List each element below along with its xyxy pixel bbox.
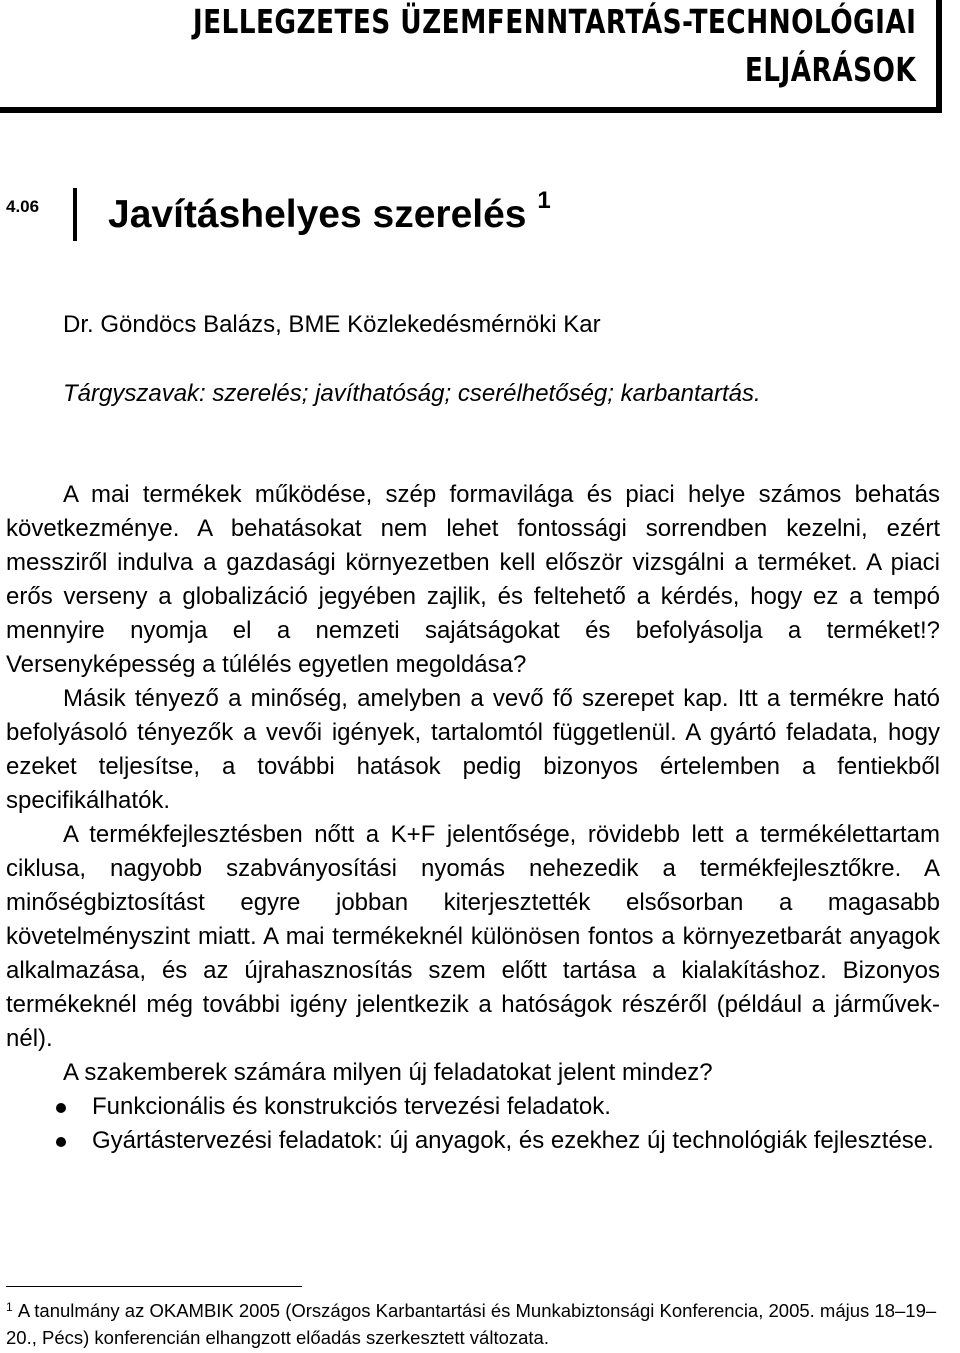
body-text xyxy=(6,478,940,1158)
list-item xyxy=(6,1124,940,1158)
header-title-line2: ELJÁRÁSOK xyxy=(744,50,916,89)
bullet-icon xyxy=(56,1103,66,1113)
author-line: Dr. Göndöcs Balázs, BME Közlekedésmérnöki Kar xyxy=(63,311,601,338)
footnote-text: A tanulmány az OKAMBIK 2005 (Országos Karbantartási és Munkabiztonsági Konferencia, 2005. május 18–19–20., Pécs) konferencián elhangzott előadás szerkesztett változata. xyxy=(6,1300,937,1348)
paragraph: Másik tényező a minőség, amelyben a vevő fő szerepet kap. Itt a termékre ható befolyásoló tényezők a vevői igények, tartalomtól függetlenül. A gyártó feladata, hogy ezeket teljesítse, a további hatások pedig bizonyos értelemben a fentiekből specifikálhatók. xyxy=(6,685,940,814)
paragraph: A mai termékek működése, szép formavilága és piaci helye számos behatás következménye. A behatásokat nem lehet fontossági sorrendben kezelni, ezért messziről indulva a gazdasági környezetben kell először vizsgálni a terméket. A piaci erős verseny a globalizáció jegyében zajlik, és feltehető a kérdés, hogy ez a tempó mennyire nyomja el a nemzeti sajátságokat és befolyásolja a terméket!? Versenyképesség a túlélés egyetlen megoldása? xyxy=(6,481,940,678)
list-item-text: Funkcionális és konstrukciós tervezési feladatok. xyxy=(92,1093,611,1120)
header-box xyxy=(0,0,942,113)
bullet-list xyxy=(6,1090,940,1158)
paragraph: A termékfejlesztésben nőtt a K+F jelentősége, rövidebb lett a termékélettartam ciklusa, nagyobb szabványosítási nyomás nehezedik a termékfejlesztőkre. A minőségbiztosítást egyre jobban kiterjesztették elsősorban a magasabb követelményszint miatt. A mai termékeknél különösen fontos a környezetbarát anyagok alkalmazása, és az újrahasznosítás szem előtt tartása a kialakításhoz. Bizonyos termékeknél még további igény jelentkezik a hatóságok részéről (például a járműveknél). xyxy=(6,821,940,1052)
footnote xyxy=(6,1297,940,1351)
list-item xyxy=(6,1090,940,1124)
list-item-text: Gyártástervezési feladatok: új anyagok, és ezekhez új technológiák fejlesztése. xyxy=(92,1127,934,1154)
footnote-reference[interactable]: 1 xyxy=(537,187,551,214)
bullet-icon xyxy=(56,1137,66,1147)
footnote-separator xyxy=(6,1286,302,1287)
header-title-line1: JELLEGZETES ÜZEMFENNTARTÁS-TECHNOLÓGIAI xyxy=(192,2,916,41)
section-title xyxy=(108,187,551,237)
section-divider xyxy=(73,188,77,241)
footnote-marker: 1 xyxy=(6,1300,13,1314)
paragraph: A szakemberek számára milyen új feladatokat jelent mindez? xyxy=(63,1059,713,1086)
section-title-text: Javításhelyes szerelés xyxy=(108,193,527,236)
keywords-line: Tárgyszavak: szerelés; javíthatóság; cserélhetőség; karbantartás. xyxy=(63,380,761,407)
section-number: 4.06 xyxy=(6,197,40,216)
